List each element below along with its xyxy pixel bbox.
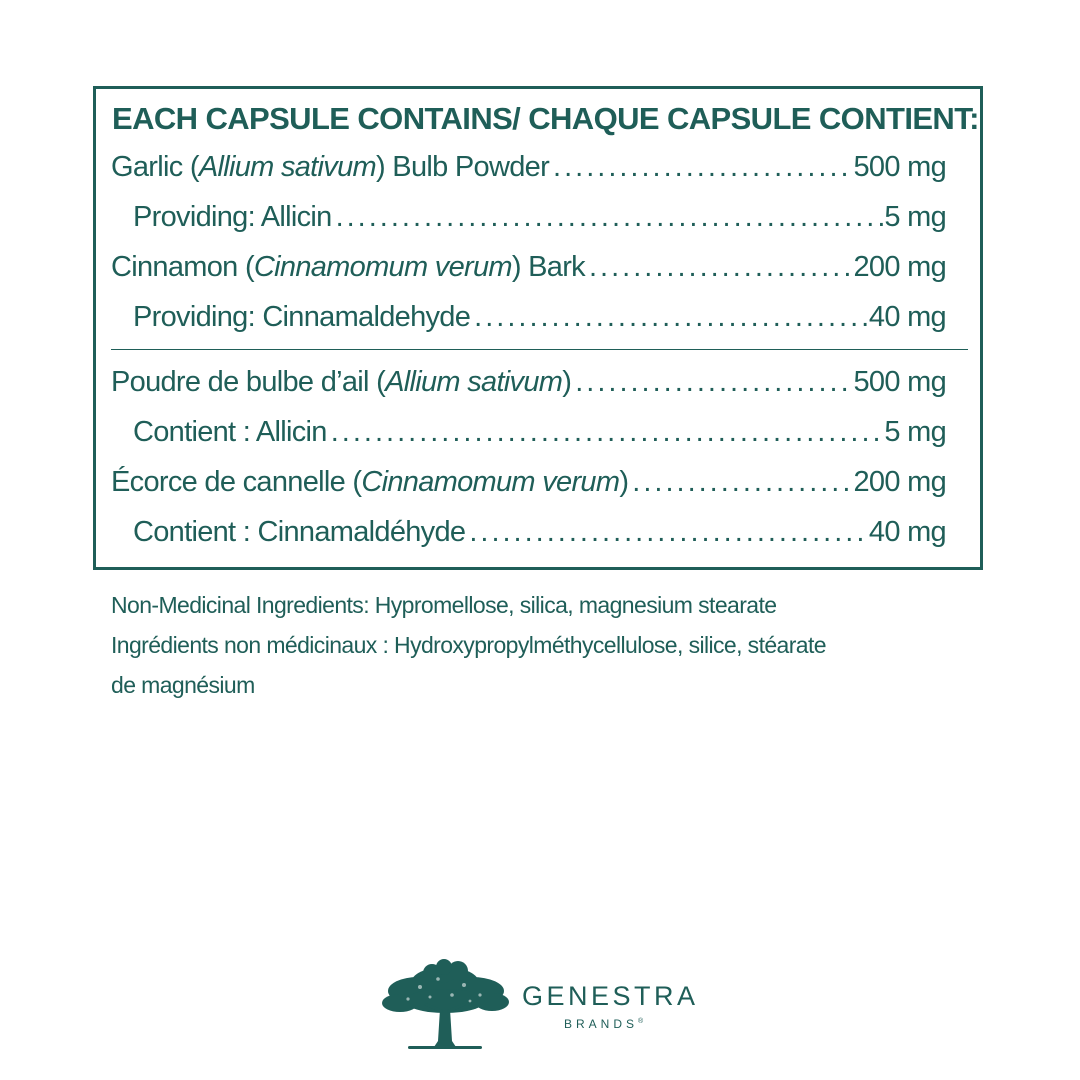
brand-name: GENESTRA	[522, 981, 699, 1011]
ingredient-name: Écorce de cannelle (Cinnamomum verum)	[111, 466, 629, 498]
dot-leader	[585, 251, 853, 284]
dot-leader	[549, 151, 853, 184]
ingredient-amount: 500 mg	[853, 366, 946, 398]
ingredient-amount: 500 mg	[853, 151, 946, 183]
ingredient-name: Contient : Allicin	[133, 416, 327, 448]
brand-sub: BRANDS®	[564, 1017, 644, 1031]
dot-leader	[571, 366, 853, 399]
ingredient-amount: 5 mg	[884, 416, 946, 448]
ingredient-amount: 200 mg	[853, 466, 946, 498]
ingredient-name: Providing: Allicin	[133, 201, 332, 233]
ingredient-amount: 200 mg	[853, 251, 946, 283]
english-ingredients	[111, 151, 946, 351]
ingredient-name: Garlic (Allium sativum) Bulb Powder	[111, 151, 550, 183]
ingredient-row	[111, 516, 946, 566]
ingredient-name: Poudre de bulbe d’ail (Allium sativum)	[111, 366, 572, 398]
ingredient-row	[111, 301, 946, 351]
dot-leader	[470, 301, 869, 334]
genestra-logo	[380, 955, 710, 1055]
ingredient-amount: 5 mg	[884, 201, 946, 233]
french-ingredients	[111, 366, 946, 566]
ingredient-row	[111, 366, 946, 416]
ingredient-amount: 40 mg	[868, 516, 946, 548]
dot-leader	[465, 516, 869, 549]
non-medicinal-line-en: Non-Medicinal Ingredients: Hypromellose, silica, magnesium stearate	[111, 592, 777, 618]
oak-tree-icon	[380, 955, 510, 1055]
ingredient-name: Contient : Cinnamaldéhyde	[133, 516, 466, 548]
ingredient-row	[111, 251, 946, 301]
ingredient-row	[111, 201, 946, 251]
panel-title: EACH CAPSULE CONTAINS/ CHAQUE CAPSULE CONTIENT:	[112, 101, 979, 136]
ingredient-name: Cinnamon (Cinnamomum verum) Bark	[111, 251, 585, 283]
dot-leader	[628, 466, 853, 499]
ingredient-name: Providing: Cinnamaldehyde	[133, 301, 471, 333]
non-medicinal-ingredients	[111, 585, 971, 705]
ingredient-row	[111, 151, 946, 201]
section-divider	[111, 349, 968, 350]
non-medicinal-line-fr-cont: de magnésium	[111, 672, 255, 698]
ingredient-row	[111, 466, 946, 516]
non-medicinal-line-fr: Ingrédients non médicinaux : Hydroxypropylméthycellulose, silice, stéarate	[111, 632, 826, 658]
ingredient-amount: 40 mg	[868, 301, 946, 333]
ingredients-panel	[93, 86, 983, 570]
ingredient-row	[111, 416, 946, 466]
dot-leader	[327, 416, 885, 449]
dot-leader	[332, 201, 885, 234]
